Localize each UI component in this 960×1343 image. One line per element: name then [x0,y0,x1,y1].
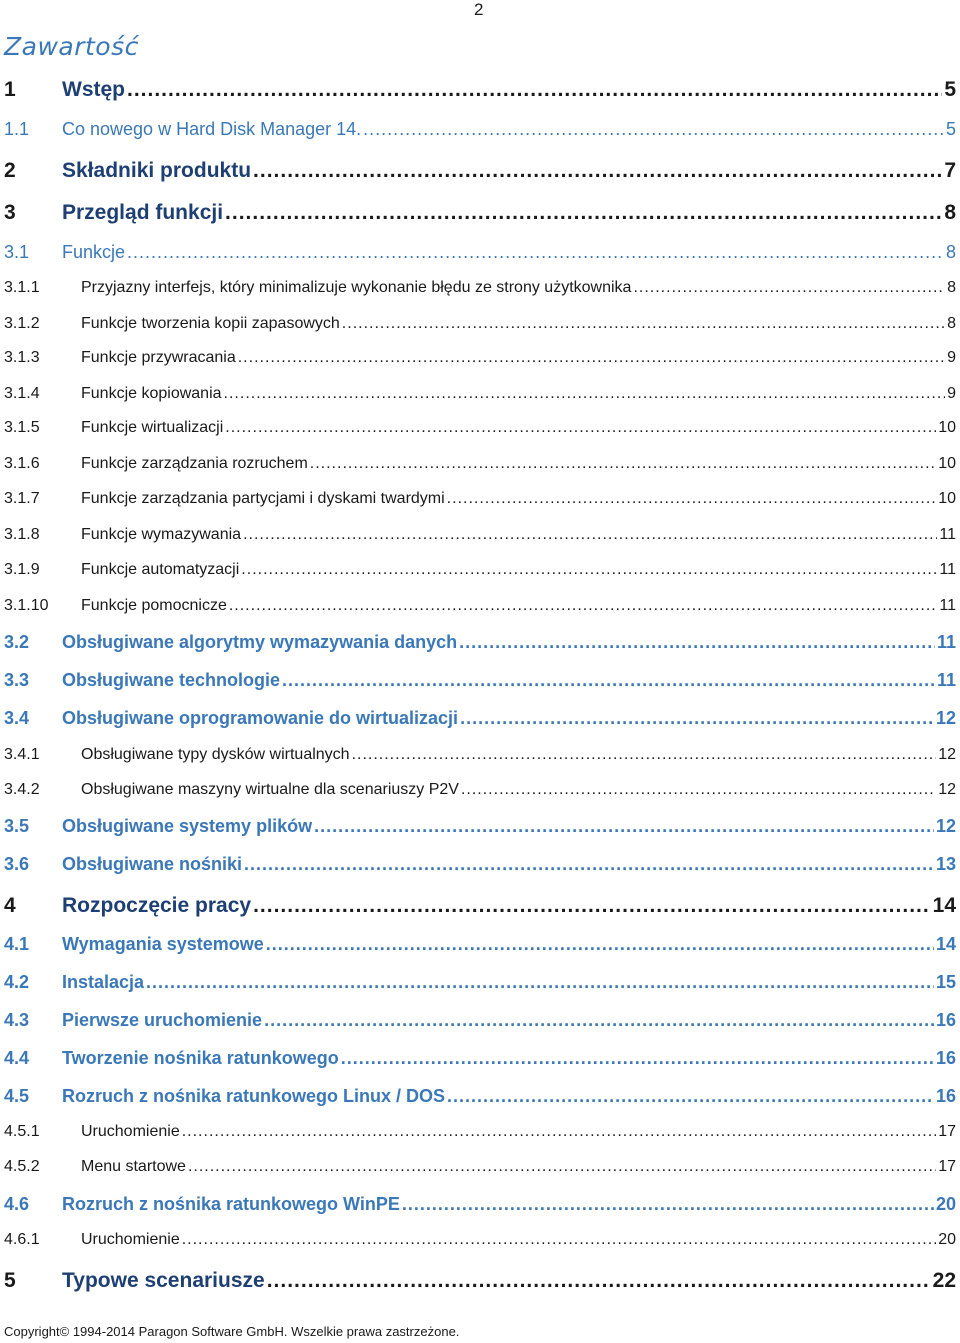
toc-entry-page: 16 [935,1048,956,1068]
toc-entry[interactable] [4,1010,956,1031]
toc-entry-page: 5 [944,78,956,101]
toc-entry-page: 20 [935,1194,956,1214]
toc-entry-number: 1 [4,78,16,101]
toc-entry-number: 3.1.7 [4,490,40,507]
toc-entry-label: Obsługiwane technologie [62,670,281,690]
toc-entry-number: 3.1.6 [4,455,40,472]
toc-entry[interactable] [4,894,956,918]
toc-entry-label: Obsługiwane systemy plików [62,816,313,836]
toc-entry-page: 11 [939,597,956,614]
toc-dot-leader [447,490,937,508]
toc-entry-number: 3.1.2 [4,315,40,332]
toc-entry[interactable] [4,349,956,367]
toc-dot-leader [241,561,937,579]
toc-entry-label: Funkcje wirtualizacji [81,419,224,436]
toc-entry-label: Uruchomienie [81,1123,180,1140]
toc-entry-page: 9 [947,349,956,366]
toc-entry[interactable] [4,242,956,263]
toc-entry-page: 16 [935,1010,956,1030]
toc-entry-number: 4.1 [4,934,30,954]
toc-entry-page: 12 [935,816,956,836]
toc-dot-leader [402,1194,934,1215]
toc-entry-page: 14 [935,934,956,954]
toc-dot-leader [253,159,942,183]
toc-dot-leader [127,242,944,263]
toc-entry-number: 3.1.1 [4,279,40,296]
toc-entry-page: 17 [938,1123,956,1140]
toc-dot-leader [461,781,936,799]
toc-dot-leader [363,119,944,140]
toc-entry-label: Funkcje tworzenia kopii zapasowych [81,315,340,332]
toc-entry-number: 3.2 [4,632,30,652]
toc-entry[interactable] [4,1194,956,1215]
toc-entry-label: Przyjazny interfejs, który minimalizuje wykonanie błędu ze strony użytkownika [81,279,632,296]
toc-dot-leader [447,1086,934,1107]
toc-entry-number: 3.1.10 [4,597,49,614]
toc-dot-leader [342,315,945,333]
toc-entry-number: 4.4 [4,1048,30,1068]
toc-entry-number: 3.4.2 [4,781,40,798]
toc-entry-number: 4.6.1 [4,1231,40,1248]
toc-entry-number: 2 [4,159,16,182]
toc-entry[interactable] [4,854,956,875]
toc-dot-leader [146,972,934,993]
toc-entry-label: Funkcje zarządzania partycjami i dyskami twardymi [81,490,445,507]
toc-entry-label: Uruchomienie [81,1231,180,1248]
toc-entry-page: 16 [935,1086,956,1106]
toc-dot-leader [229,597,938,615]
toc-entry-label: Rozruch z nośnika ratunkowego Linux / DOS [62,1086,446,1106]
toc-entry-number: 3.5 [4,816,30,836]
toc-dot-leader [225,419,936,437]
toc-entry[interactable] [4,385,956,403]
toc-dot-leader [238,349,945,367]
toc-entry-number: 3.1.4 [4,385,40,402]
toc-entry-page: 20 [938,1231,956,1248]
toc-dot-leader [459,632,935,653]
toc-entry-number: 4.3 [4,1010,30,1030]
toc-entry[interactable] [4,1048,956,1069]
toc-dot-leader [224,385,946,403]
page-number: 2 [474,0,484,19]
toc-title: Zawartość [4,32,139,61]
toc-entry-number: 3.1.9 [4,561,40,578]
toc-entry-page: 11 [939,561,956,578]
toc-entry-number: 3.3 [4,670,30,690]
toc-entry-page: 10 [938,490,956,507]
toc-dot-leader [352,746,937,764]
toc-dot-leader [244,854,934,875]
toc-entry-number: 4 [4,894,16,917]
toc-entry[interactable] [4,1158,956,1176]
toc-entry[interactable] [4,419,956,437]
toc-entry-page: 11 [936,632,956,652]
toc-entry-page: 10 [938,455,956,472]
toc-entry-label: Obsługiwane typy dysków wirtualnych [81,746,350,763]
toc-dot-leader [341,1048,934,1069]
toc-entry-label: Obsługiwane oprogramowanie do wirtualizacji [62,708,459,728]
toc-entry-label: Funkcje przywracania [81,349,236,366]
toc-entry[interactable] [4,201,956,225]
toc-entry-label: Funkcje wymazywania [81,526,242,543]
toc-dot-leader [264,1010,934,1031]
toc-dot-leader [127,78,942,102]
toc-entry[interactable] [4,561,956,579]
toc-entry-label: Instalacja [62,972,145,992]
toc-dot-leader [182,1231,936,1249]
toc-entry-page: 8 [945,242,956,262]
toc-dot-leader [188,1158,936,1176]
toc-entry[interactable] [4,1269,956,1293]
toc-entry-number: 4.6 [4,1194,30,1214]
toc-dot-leader [225,201,942,225]
toc-entry-page: 14 [932,894,956,917]
toc-entry[interactable] [4,1231,956,1249]
toc-dot-leader [314,816,934,837]
toc-entry-label: Pierwsze uruchomienie [62,1010,263,1030]
toc-dot-leader [266,934,934,955]
toc-entry-label: Rozpoczęcie pracy [62,894,252,917]
toc-entry-page: 8 [947,315,956,332]
toc-entry-label: Rozruch z nośnika ratunkowego WinPE [62,1194,400,1214]
toc-entry[interactable] [4,597,956,615]
toc-entry[interactable] [4,490,956,508]
toc-entry-label: Funkcje zarządzania rozruchem [81,455,308,472]
toc-entry-number: 1.1 [4,119,30,139]
toc-entry-page: 11 [936,670,956,690]
toc-entry[interactable] [4,1123,956,1141]
toc-entry-page: 17 [938,1158,956,1175]
toc-dot-leader [243,526,937,544]
toc-dot-leader [182,1123,936,1141]
toc-dot-leader [633,279,945,297]
toc-dot-leader [310,455,936,473]
toc-entry-label: Obsługiwane algorytmy wymazywania danych [62,632,458,652]
toc-entry-label: Obsługiwane nośniki [62,854,243,874]
toc-entry-page: 5 [945,119,956,139]
toc-entry[interactable] [4,934,956,955]
toc-entry[interactable] [4,670,956,691]
toc-entry-number: 4.5.2 [4,1158,40,1175]
toc-entry-page: 9 [947,385,956,402]
toc-entry-page: 8 [947,279,956,296]
toc-entry-page: 8 [944,201,956,224]
toc-entry-label: Przegląd funkcji [62,201,224,224]
toc-entry-page: 15 [935,972,956,992]
toc-entry-number: 3.6 [4,854,30,874]
toc-entry-page: 13 [935,854,956,874]
toc-entry-page: 10 [938,419,956,436]
toc-entry[interactable] [4,78,956,102]
toc-entry[interactable] [4,315,956,333]
toc-entry-number: 3.4.1 [4,746,40,763]
toc-entry[interactable] [4,746,956,764]
toc-entry-label: Obsługiwane maszyny wirtualne dla scenariuszy P2V [81,781,459,798]
toc-entry-number: 3.1.8 [4,526,40,543]
toc-entry[interactable] [4,455,956,473]
toc-entry-number: 4.5 [4,1086,30,1106]
toc-entry[interactable] [4,781,956,799]
toc-entry-label: Składniki produktu [62,159,252,182]
toc-dot-leader [253,894,931,918]
toc-entry-label: Tworzenie nośnika ratunkowego [62,1048,339,1068]
toc-entry-number: 4.2 [4,972,30,992]
toc-entry-label: Funkcje pomocnicze [81,597,227,614]
toc-entry-page: 12 [938,781,956,798]
toc-entry[interactable] [4,119,956,140]
toc-entry-number: 3.1 [4,242,30,262]
toc-entry-page: 12 [938,746,956,763]
copyright-footer: Copyright© 1994-2014 Paragon Software GmbH. Wszelkie prawa zastrzeżone. [4,1324,460,1339]
toc-entry-label: Typowe scenariusze [62,1269,265,1292]
toc-entry-number: 3.4 [4,708,30,728]
toc-entry[interactable] [4,526,956,544]
toc-entry[interactable] [4,279,956,297]
toc-dot-leader [460,708,934,729]
toc-dot-leader [267,1269,931,1293]
toc-entry-page: 12 [935,708,956,728]
toc-entry[interactable] [4,708,956,729]
toc-entry[interactable] [4,1086,956,1107]
toc-entry-label: Co nowego w Hard Disk Manager 14. [62,119,362,139]
toc-entry[interactable] [4,816,956,837]
toc-entry-label: Menu startowe [81,1158,186,1175]
toc-entry-label: Funkcje kopiowania [81,385,222,402]
toc-entry-label: Wymagania systemowe [62,934,264,954]
toc-entry-page: 22 [932,1269,956,1292]
toc-entry-label: Funkcje automatyzacji [81,561,240,578]
toc-entry-label: Wstęp [62,78,125,101]
toc-entry-number: 3.1.5 [4,419,40,436]
toc-dot-leader [282,670,935,691]
toc-entry-page: 7 [944,159,956,182]
toc-entry-number: 3.1.3 [4,349,40,366]
toc-entry[interactable] [4,972,956,993]
toc-entry-number: 3 [4,201,16,224]
toc-entry[interactable] [4,632,956,653]
toc-entry-label: Funkcje [62,242,126,262]
toc-entry-page: 11 [939,526,956,543]
toc-entry[interactable] [4,159,956,183]
toc-entry-number: 5 [4,1269,16,1292]
toc-entry-number: 4.5.1 [4,1123,40,1140]
